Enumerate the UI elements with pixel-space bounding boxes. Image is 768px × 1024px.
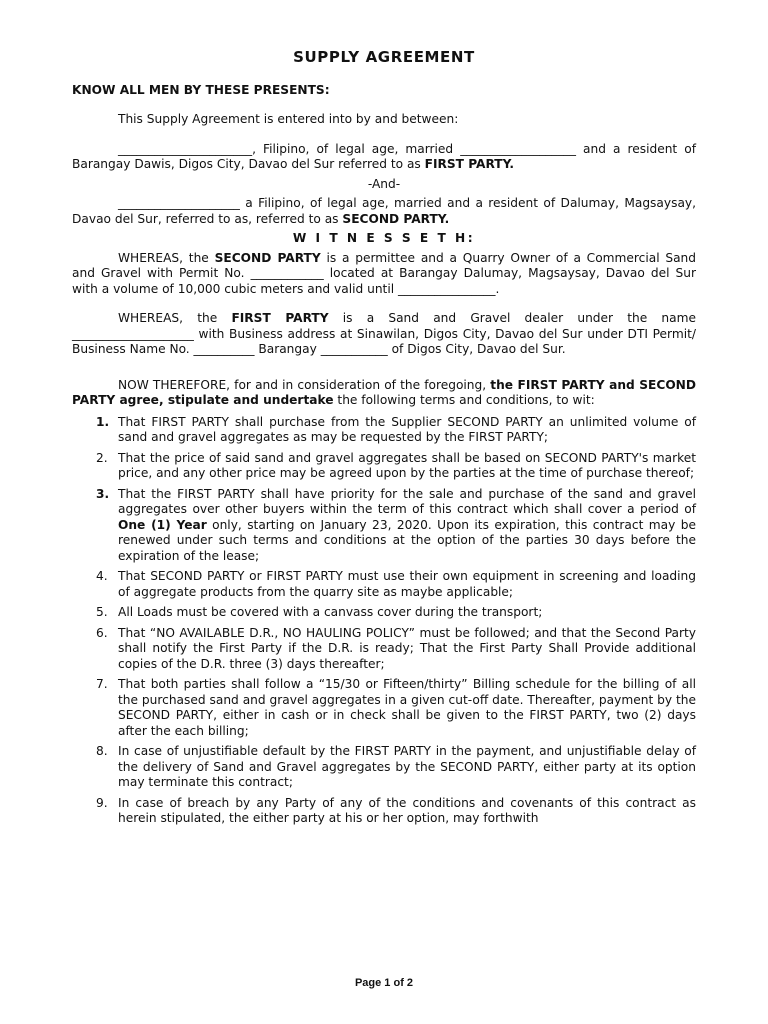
whereas1-text-b: is a permittee and a Quarry Owner of a Commercial Sand and Gravel with Permit No. ____________ located at Barangay Dalumay, Magsaysay, Davao del Sur with a volume of 10,000 cubic meters and valid until ________________.: [72, 250, 697, 296]
party2-period: .: [444, 211, 450, 226]
intro-paragraph: This Supply Agreement is entered into by and between:: [118, 112, 459, 126]
preamble-heading: KNOW ALL MEN BY THESE PRESENTS:: [72, 82, 330, 97]
first-party-label: FIRST PARTY: [424, 157, 510, 171]
item-text-continued: only, starting on January 23, 2020. Upon its expiration, this contract may be renewed under such terms and conditions at the option of the parties 30 days before the expiration of the lease;: [118, 517, 696, 563]
party1-spouse-blank: ___________________: [460, 141, 576, 156]
item-number: 1.: [96, 414, 110, 429]
list-item: [72, 451, 696, 482]
party1-period: .: [509, 157, 515, 171]
document-title: SUPPLY AGREEMENT: [293, 48, 475, 66]
item-number: 9.: [96, 795, 108, 810]
page-number: Page 1 of 2: [354, 977, 414, 989]
item-text: That FIRST PARTY shall purchase from the Supplier SECOND PARTY an unlimited volume of sand and gravel aggregates as may be requested by the FIRST PARTY;: [118, 414, 696, 444]
item-number: 4.: [96, 569, 108, 583]
item-number: 5.: [96, 605, 108, 619]
item-number: 7.: [96, 677, 108, 691]
list-item: [72, 569, 696, 600]
item-text: That SECOND PARTY or FIRST PARTY must use their own equipment in screening and loading of aggregate products from the quarry site as maybe applicable;: [118, 569, 696, 599]
list-item: [72, 626, 696, 673]
now-therefore-text-a: NOW THEREFORE, for and in consideration of the foregoing,: [118, 377, 491, 392]
item-text: That “NO AVAILABLE D.R., NO HAULING POLICY” must be followed; and that the Second Party shall notify the First Party if the D.R. is ready; That the First Party Shall Provide additional copies of the D.R. three (3) days thereafter;: [118, 625, 696, 671]
whereas-first-party-paragraph: [72, 311, 696, 358]
item-text: That the price of said sand and gravel aggregates shall be based on SECOND PARTY's market price, and any other price may be agreed upon by the parties at the time of purchase thereof;: [118, 450, 696, 480]
party1-text-a: , Filipino, of legal age, married: [252, 141, 461, 156]
item-number: 8.: [96, 744, 108, 758]
list-item: [72, 744, 696, 791]
second-party-paragraph: [72, 196, 696, 227]
item-text: In case of unjustifiable default by the FIRST PARTY in the payment, and unjustifiable delay of the delivery of Sand and Gravel aggregates by the SECOND PARTY, either party at its option may terminate this contract;: [118, 744, 696, 789]
second-party-label: SECOND PARTY: [342, 211, 445, 226]
party1-text-b: and a resident of Barangay Dawis, Digos City, Davao del Sur referred to as: [72, 141, 696, 171]
item-text: That the FIRST PARTY shall have priority for the sale and purchase of the sand and gravel aggregates over other buyers within the term of this contract which shall cover a period of: [118, 486, 696, 516]
list-item: [72, 487, 696, 565]
list-item: [72, 677, 696, 739]
item-number: 6.: [96, 625, 108, 640]
terms-list: [72, 415, 696, 827]
party2-text: a Filipino, of legal age, married and a resident of Dalumay, Magsaysay, Davao del Sur, referred to as, referred to as: [72, 196, 696, 226]
item-text: All Loads must be covered with a canvass cover during the transport;: [118, 605, 543, 619]
item-number: 2.: [96, 450, 108, 465]
now-therefore-bold: the FIRST PARTY and SECOND PARTY agree, stipulate and undertake: [72, 377, 696, 407]
party2-name-blank: ____________________: [118, 196, 240, 210]
whereas2-text-b: is a Sand and Gravel dealer under the name ____________________ with Business address at Sinawilan, Digos City, Davao del Sur under DTI Permit/ Business Name No. __________ Barangay ___________ of Digos City, Davao del Sur.: [72, 311, 696, 356]
whereas1-party-label: SECOND PARTY: [214, 250, 321, 265]
witnesseth-heading: W I T N E S S E T H:: [292, 231, 476, 245]
and-separator: -And-: [367, 176, 401, 191]
term-duration: One (1) Year: [118, 517, 207, 532]
whereas2-text-a: WHEREAS, the: [118, 311, 232, 325]
whereas1-text-a: WHEREAS, the: [118, 250, 215, 265]
whereas2-party-label: FIRST PARTY: [231, 311, 329, 325]
whereas-second-party-paragraph: [72, 251, 696, 298]
list-item: [72, 415, 696, 446]
party1-name-blank: ______________________: [118, 141, 253, 156]
item-number: 3.: [96, 486, 110, 501]
item-text: In case of breach by any Party of any of the conditions and covenants of this contract as herein stipulated, the either party at his or her option, may forthwith: [118, 795, 696, 825]
now-therefore-text-b: the following terms and conditions, to wit:: [333, 393, 595, 407]
item-text: That both parties shall follow a “15/30 or Fifteen/thirty” Billing schedule for the billing of all the purchased sand and gravel aggregates in a given cut-off date. Thereafter, payment by the SECOND PARTY, either in cash or in check shall be given to the FIRST PARTY, two (2) days after the each billing;: [118, 677, 696, 738]
first-party-paragraph: [72, 142, 696, 173]
now-therefore-paragraph: [72, 378, 696, 409]
list-item: [72, 605, 696, 621]
list-item: [72, 796, 696, 827]
